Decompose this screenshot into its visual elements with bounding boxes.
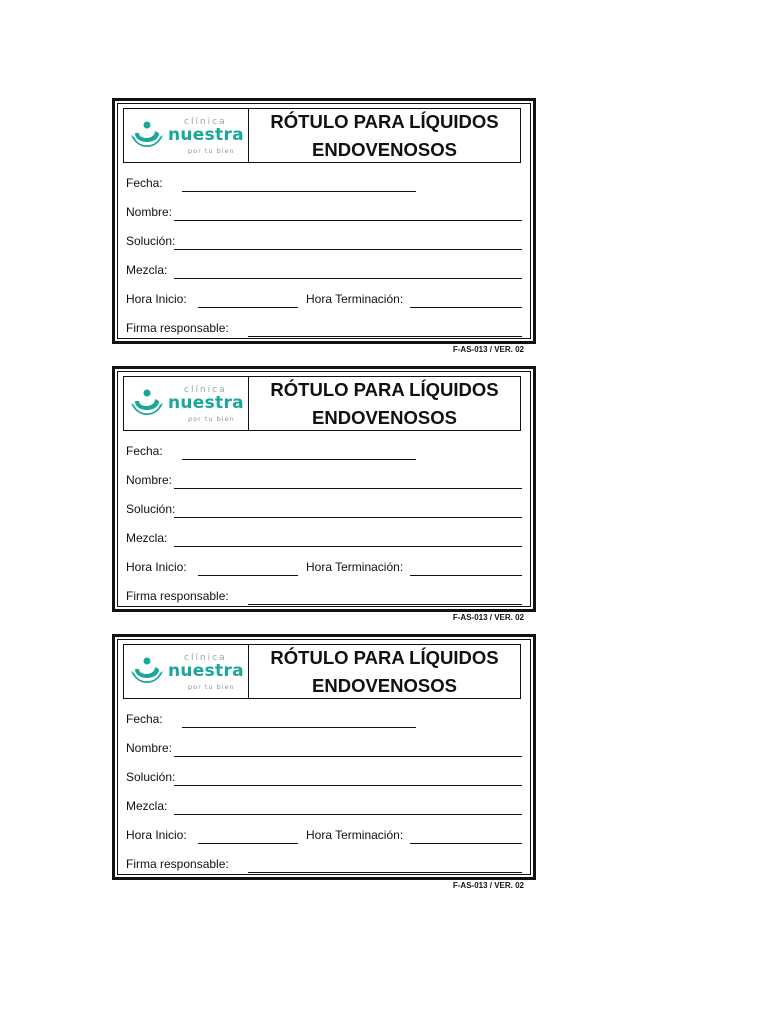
form-title xyxy=(249,645,520,698)
mezcla-label: Mezcla: xyxy=(126,531,168,545)
mezcla-field[interactable] xyxy=(126,527,522,547)
logo-main-text: nuestra xyxy=(168,393,244,413)
logo-main-text: nuestra xyxy=(168,661,244,681)
fecha-field[interactable] xyxy=(126,172,426,192)
inner-border xyxy=(117,103,531,339)
hora-terminacion-label: Hora Terminación: xyxy=(306,292,404,306)
hora-inicio-label: Hora Inicio: xyxy=(126,292,187,306)
mezcla-label: Mezcla: xyxy=(126,799,168,813)
mezcla-field[interactable] xyxy=(126,795,522,815)
clinic-logo-icon xyxy=(129,657,165,689)
clinic-logo xyxy=(124,109,249,162)
solucion-field[interactable] xyxy=(126,498,522,518)
hora-inicio-label: Hora Inicio: xyxy=(126,828,187,842)
hora-inicio-line[interactable] xyxy=(198,307,298,308)
fecha-line[interactable] xyxy=(182,727,416,728)
label-card-2 xyxy=(112,366,536,622)
form-header xyxy=(123,644,521,699)
form-header xyxy=(123,376,521,431)
fecha-label: Fecha: xyxy=(126,712,163,726)
form-header xyxy=(123,108,521,163)
hora-terminacion-field[interactable] xyxy=(306,556,522,576)
mezcla-line[interactable] xyxy=(174,546,522,547)
nombre-line[interactable] xyxy=(174,488,522,489)
firma-field[interactable] xyxy=(126,585,522,605)
title-line-1: RÓTULO PARA LÍQUIDOS xyxy=(270,378,499,400)
hora-inicio-field[interactable] xyxy=(126,288,298,308)
title-line-2: ENDOVENOSOS xyxy=(312,406,457,428)
fecha-line[interactable] xyxy=(182,191,416,192)
fecha-field[interactable] xyxy=(126,708,426,728)
solucion-line[interactable] xyxy=(174,785,522,786)
firma-line[interactable] xyxy=(248,604,522,605)
inner-border xyxy=(117,371,531,607)
clinic-logo-icon xyxy=(129,121,165,153)
hora-terminacion-label: Hora Terminación: xyxy=(306,828,404,842)
logo-tagline: por tu bien xyxy=(188,147,235,155)
nombre-line[interactable] xyxy=(174,756,522,757)
hora-inicio-label: Hora Inicio: xyxy=(126,560,187,574)
firma-label: Firma responsable: xyxy=(126,589,229,603)
clinic-logo-icon xyxy=(129,389,165,421)
label-card-1 xyxy=(112,98,536,354)
clinic-logo xyxy=(124,377,249,430)
title-line-1: RÓTULO PARA LÍQUIDOS xyxy=(270,646,499,668)
hora-inicio-line[interactable] xyxy=(198,575,298,576)
form-code: F-AS-013 / VER. 02 xyxy=(452,613,524,622)
hora-terminacion-line[interactable] xyxy=(410,307,522,308)
mezcla-line[interactable] xyxy=(174,814,522,815)
label-card-3 xyxy=(112,634,536,890)
title-line-2: ENDOVENOSOS xyxy=(312,674,457,696)
solucion-line[interactable] xyxy=(174,249,522,250)
mezcla-field[interactable] xyxy=(126,259,522,279)
logo-top-text: clínica xyxy=(184,653,227,663)
nombre-field[interactable] xyxy=(126,737,522,757)
nombre-line[interactable] xyxy=(174,220,522,221)
hora-terminacion-line[interactable] xyxy=(410,575,522,576)
firma-label: Firma responsable: xyxy=(126,321,229,335)
fecha-line[interactable] xyxy=(182,459,416,460)
form-title xyxy=(249,377,520,430)
title-line-1: RÓTULO PARA LÍQUIDOS xyxy=(270,110,499,132)
hora-inicio-field[interactable] xyxy=(126,556,298,576)
mezcla-line[interactable] xyxy=(174,278,522,279)
fecha-label: Fecha: xyxy=(126,444,163,458)
fecha-label: Fecha: xyxy=(126,176,163,190)
logo-top-text: clínica xyxy=(184,117,227,127)
logo-tagline: por tu bien xyxy=(188,683,235,691)
solucion-label: Solución: xyxy=(126,502,176,516)
hora-inicio-line[interactable] xyxy=(198,843,298,844)
mezcla-label: Mezcla: xyxy=(126,263,168,277)
nombre-label: Nombre: xyxy=(126,473,173,487)
nombre-field[interactable] xyxy=(126,201,522,221)
hora-inicio-field[interactable] xyxy=(126,824,298,844)
solucion-field[interactable] xyxy=(126,766,522,786)
form-title xyxy=(249,109,520,162)
firma-field[interactable] xyxy=(126,853,522,873)
fecha-field[interactable] xyxy=(126,440,426,460)
logo-top-text: clínica xyxy=(184,385,227,395)
inner-border xyxy=(117,639,531,875)
hora-terminacion-label: Hora Terminación: xyxy=(306,560,404,574)
logo-main-text: nuestra xyxy=(168,125,244,145)
solucion-label: Solución: xyxy=(126,234,176,248)
form-code: F-AS-013 / VER. 02 xyxy=(452,881,524,890)
firma-line[interactable] xyxy=(248,872,522,873)
nombre-label: Nombre: xyxy=(126,741,173,755)
firma-label: Firma responsable: xyxy=(126,857,229,871)
firma-field[interactable] xyxy=(126,317,522,337)
solucion-field[interactable] xyxy=(126,230,522,250)
clinic-logo xyxy=(124,645,249,698)
firma-line[interactable] xyxy=(248,336,522,337)
form-code: F-AS-013 / VER. 02 xyxy=(452,345,524,354)
solucion-line[interactable] xyxy=(174,517,522,518)
logo-tagline: por tu bien xyxy=(188,415,235,423)
nombre-label: Nombre: xyxy=(126,205,173,219)
solucion-label: Solución: xyxy=(126,770,176,784)
hora-terminacion-field[interactable] xyxy=(306,824,522,844)
title-line-2: ENDOVENOSOS xyxy=(312,138,457,160)
nombre-field[interactable] xyxy=(126,469,522,489)
hora-terminacion-line[interactable] xyxy=(410,843,522,844)
hora-terminacion-field[interactable] xyxy=(306,288,522,308)
